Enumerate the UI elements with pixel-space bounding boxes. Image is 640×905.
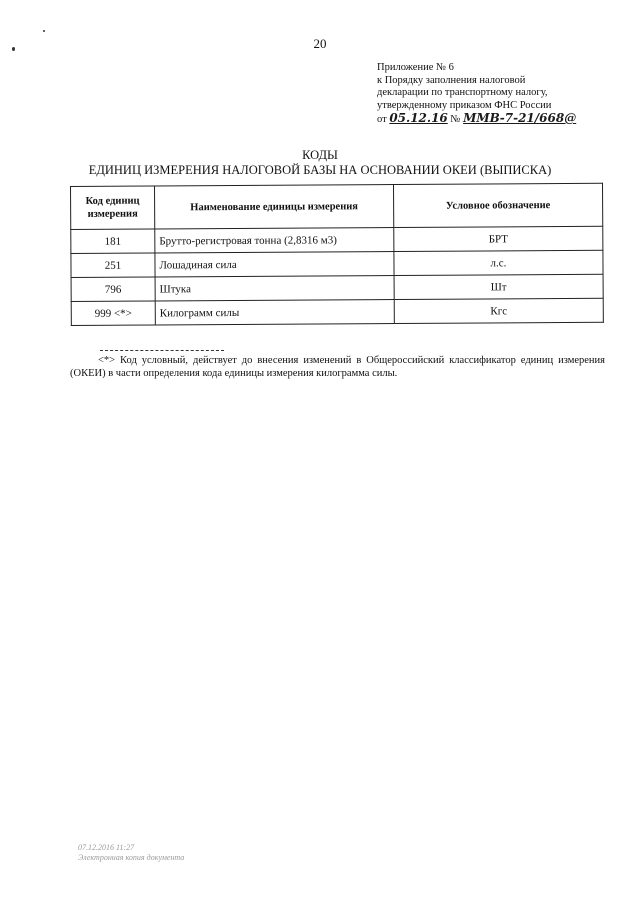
header-code: Код единиц измерения bbox=[71, 186, 155, 230]
footnote-text: <*> Код условный, действует до внесения изменений в Общероссийский классификатор единиц измерения (ОКЕИ) в части определения кода единицы измерения килограмма силы. bbox=[70, 355, 605, 379]
handwritten-date: 05.12.16 bbox=[389, 111, 448, 125]
table-row bbox=[71, 298, 603, 325]
cell-name: Килограмм силы bbox=[155, 300, 394, 325]
appendix-line: к Порядку заполнения налоговой bbox=[377, 74, 526, 86]
cell-symbol: БРТ bbox=[394, 226, 603, 251]
handwritten-order-number: ММВ-7-21/668@ bbox=[463, 111, 577, 125]
cell-code: 251 bbox=[71, 253, 155, 278]
title-line-1: КОДЫ bbox=[302, 148, 338, 162]
appendix-reference bbox=[377, 62, 607, 127]
scan-speck bbox=[12, 47, 15, 51]
appendix-line: Приложение № 6 bbox=[377, 62, 454, 73]
cell-symbol: Шт bbox=[394, 274, 603, 299]
table-row bbox=[71, 274, 603, 301]
cell-code: 999 <*> bbox=[71, 301, 155, 326]
title-line-2: ЕДИНИЦ ИЗМЕРЕНИЯ НАЛОГОВОЙ БАЗЫ НА ОСНОВАНИИ ОКЕИ (ВЫПИСКА) bbox=[88, 163, 552, 177]
page-number: 20 bbox=[313, 36, 327, 51]
number-prefix: № bbox=[450, 114, 461, 125]
units-codes-table bbox=[70, 183, 604, 326]
order-date-number bbox=[377, 112, 607, 127]
footnote-divider bbox=[100, 350, 224, 351]
stamp-line-2: Электронная копия документа bbox=[78, 853, 185, 862]
scan-speck bbox=[43, 30, 45, 32]
electronic-stamp bbox=[78, 843, 184, 863]
stamp-line-1: 07.12.2016 11:27 bbox=[78, 843, 135, 852]
cell-code: 796 bbox=[71, 277, 155, 302]
cell-name: Лошадиная сила bbox=[155, 252, 394, 277]
header-name: Наименование единицы измерения bbox=[155, 185, 394, 229]
table-header-row bbox=[71, 183, 603, 229]
cell-symbol: Кгс bbox=[394, 298, 603, 323]
appendix-line: утвержденному приказом ФНС России bbox=[377, 99, 552, 111]
cell-symbol: л.с. bbox=[394, 250, 603, 275]
table-row bbox=[71, 226, 603, 253]
table-row bbox=[71, 250, 603, 277]
cell-code: 181 bbox=[71, 229, 155, 254]
document-title bbox=[0, 148, 640, 178]
header-symbol: Условное обозначение bbox=[393, 183, 602, 227]
cell-name: Брутто-регистровая тонна (2,8316 м3) bbox=[155, 228, 394, 253]
appendix-line: декларации по транспортному налогу, bbox=[377, 87, 548, 98]
cell-name: Штука bbox=[155, 276, 394, 301]
date-prefix: от bbox=[377, 114, 387, 125]
